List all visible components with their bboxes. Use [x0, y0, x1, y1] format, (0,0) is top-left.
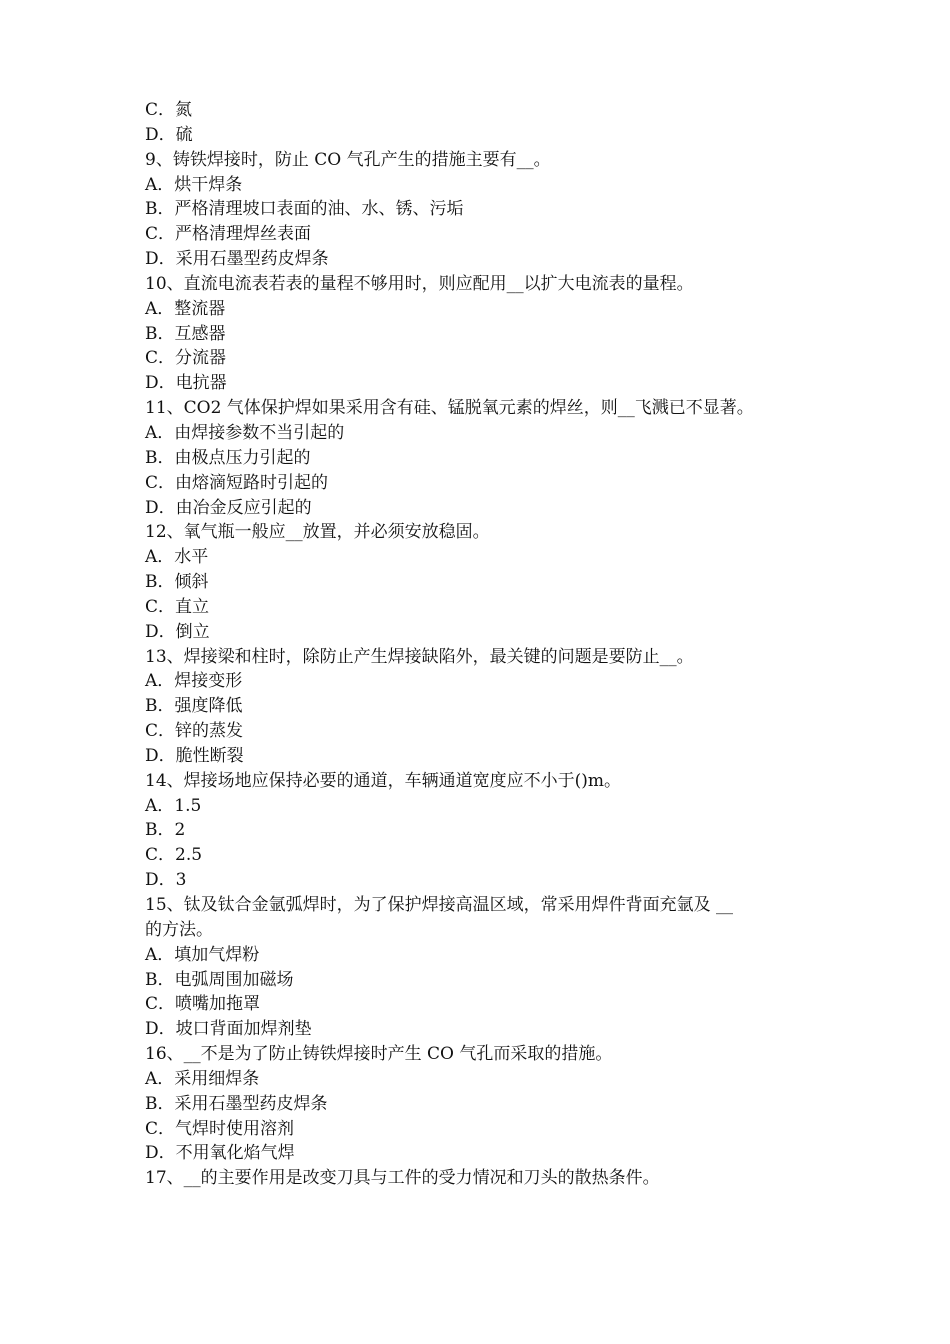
answer-option: C．喷嘴加拖罩: [145, 994, 261, 1015]
answer-option: C．分流器: [145, 348, 227, 369]
answer-option: D．倒立: [145, 621, 210, 642]
question-stem: 10、直流电流表若表的量程不够用时，则应配用__以扩大电流表的量程。: [145, 273, 694, 294]
question-stem: 17、__的主要作用是改变刀具与工件的受力情况和刀头的散热条件。: [145, 1168, 660, 1189]
answer-option: A．整流器: [145, 298, 226, 319]
answer-option: D．采用石墨型药皮焊条: [145, 249, 329, 270]
answer-option: A．由焊接参数不当引起的: [145, 422, 345, 443]
answer-option: C．严格清理焊丝表面: [145, 224, 312, 245]
answer-option: D．不用氧化焰气焊: [145, 1143, 295, 1164]
answer-option: B．互感器: [145, 323, 226, 344]
question-list: [145, 98, 815, 1191]
question-stem: 11、CO2 气体保护焊如果采用含有硅、锰脱氧元素的焊丝，则__飞溅已不显著。: [145, 398, 754, 419]
question-stem: 14、焊接场地应保持必要的通道，车辆通道宽度应不小于()m。: [145, 770, 622, 791]
answer-option: B．强度降低: [145, 696, 243, 717]
answer-option: C．2.5: [145, 845, 203, 866]
answer-option: D．由冶金反应引起的: [145, 497, 312, 518]
answer-option: C．气焊时使用溶剂: [145, 1118, 295, 1139]
answer-option: D．电抗器: [145, 373, 227, 394]
answer-option: A．水平: [145, 547, 209, 568]
answer-option: B．由极点压力引起的: [145, 447, 311, 468]
answer-option: D．硫: [145, 124, 193, 145]
question-stem: 13、焊接梁和柱时，除防止产生焊接缺陷外，最关键的问题是要防止__。: [145, 646, 694, 667]
question-stem: 9、铸铁焊接时，防止 CO 气孔产生的措施主要有__。: [145, 149, 551, 170]
answer-option: D．3: [145, 870, 187, 891]
question-stem: 16、__不是为了防止铸铁焊接时产生 CO 气孔而采取的措施。: [145, 1044, 613, 1065]
question-stem-continuation: 的方法。: [145, 919, 213, 940]
answer-option: C．直立: [145, 596, 210, 617]
question-stem: 15、钛及钛合金氩弧焊时，为了保护焊接高温区域，常采用焊件背面充氩及 __: [145, 895, 734, 915]
answer-option: A．填加气焊粉: [145, 944, 260, 965]
answer-option: A．采用细焊条: [145, 1068, 260, 1089]
question-stem: 12、氧气瓶一般应__放置，并必须安放稳固。: [145, 522, 490, 543]
answer-option: A．烘干焊条: [145, 174, 243, 195]
answer-option: C．由熔滴短路时引起的: [145, 472, 329, 493]
answer-option: C．氮: [145, 100, 193, 120]
answer-option: D．脆性断裂: [145, 745, 244, 766]
answer-option: C．锌的蒸发: [145, 721, 244, 742]
answer-option: B．采用石墨型药皮焊条: [145, 1093, 328, 1114]
answer-option: B．2: [145, 820, 186, 841]
answer-option: A．焊接变形: [145, 671, 243, 692]
answer-option: B．电弧周围加磁场: [145, 969, 294, 990]
answer-option: D．坡口背面加焊剂垫: [145, 1019, 312, 1040]
answer-option: A．1.5: [145, 795, 202, 816]
answer-option: B．倾斜: [145, 572, 209, 593]
answer-option: B．严格清理坡口表面的油、水、锈、污垢: [145, 199, 464, 220]
